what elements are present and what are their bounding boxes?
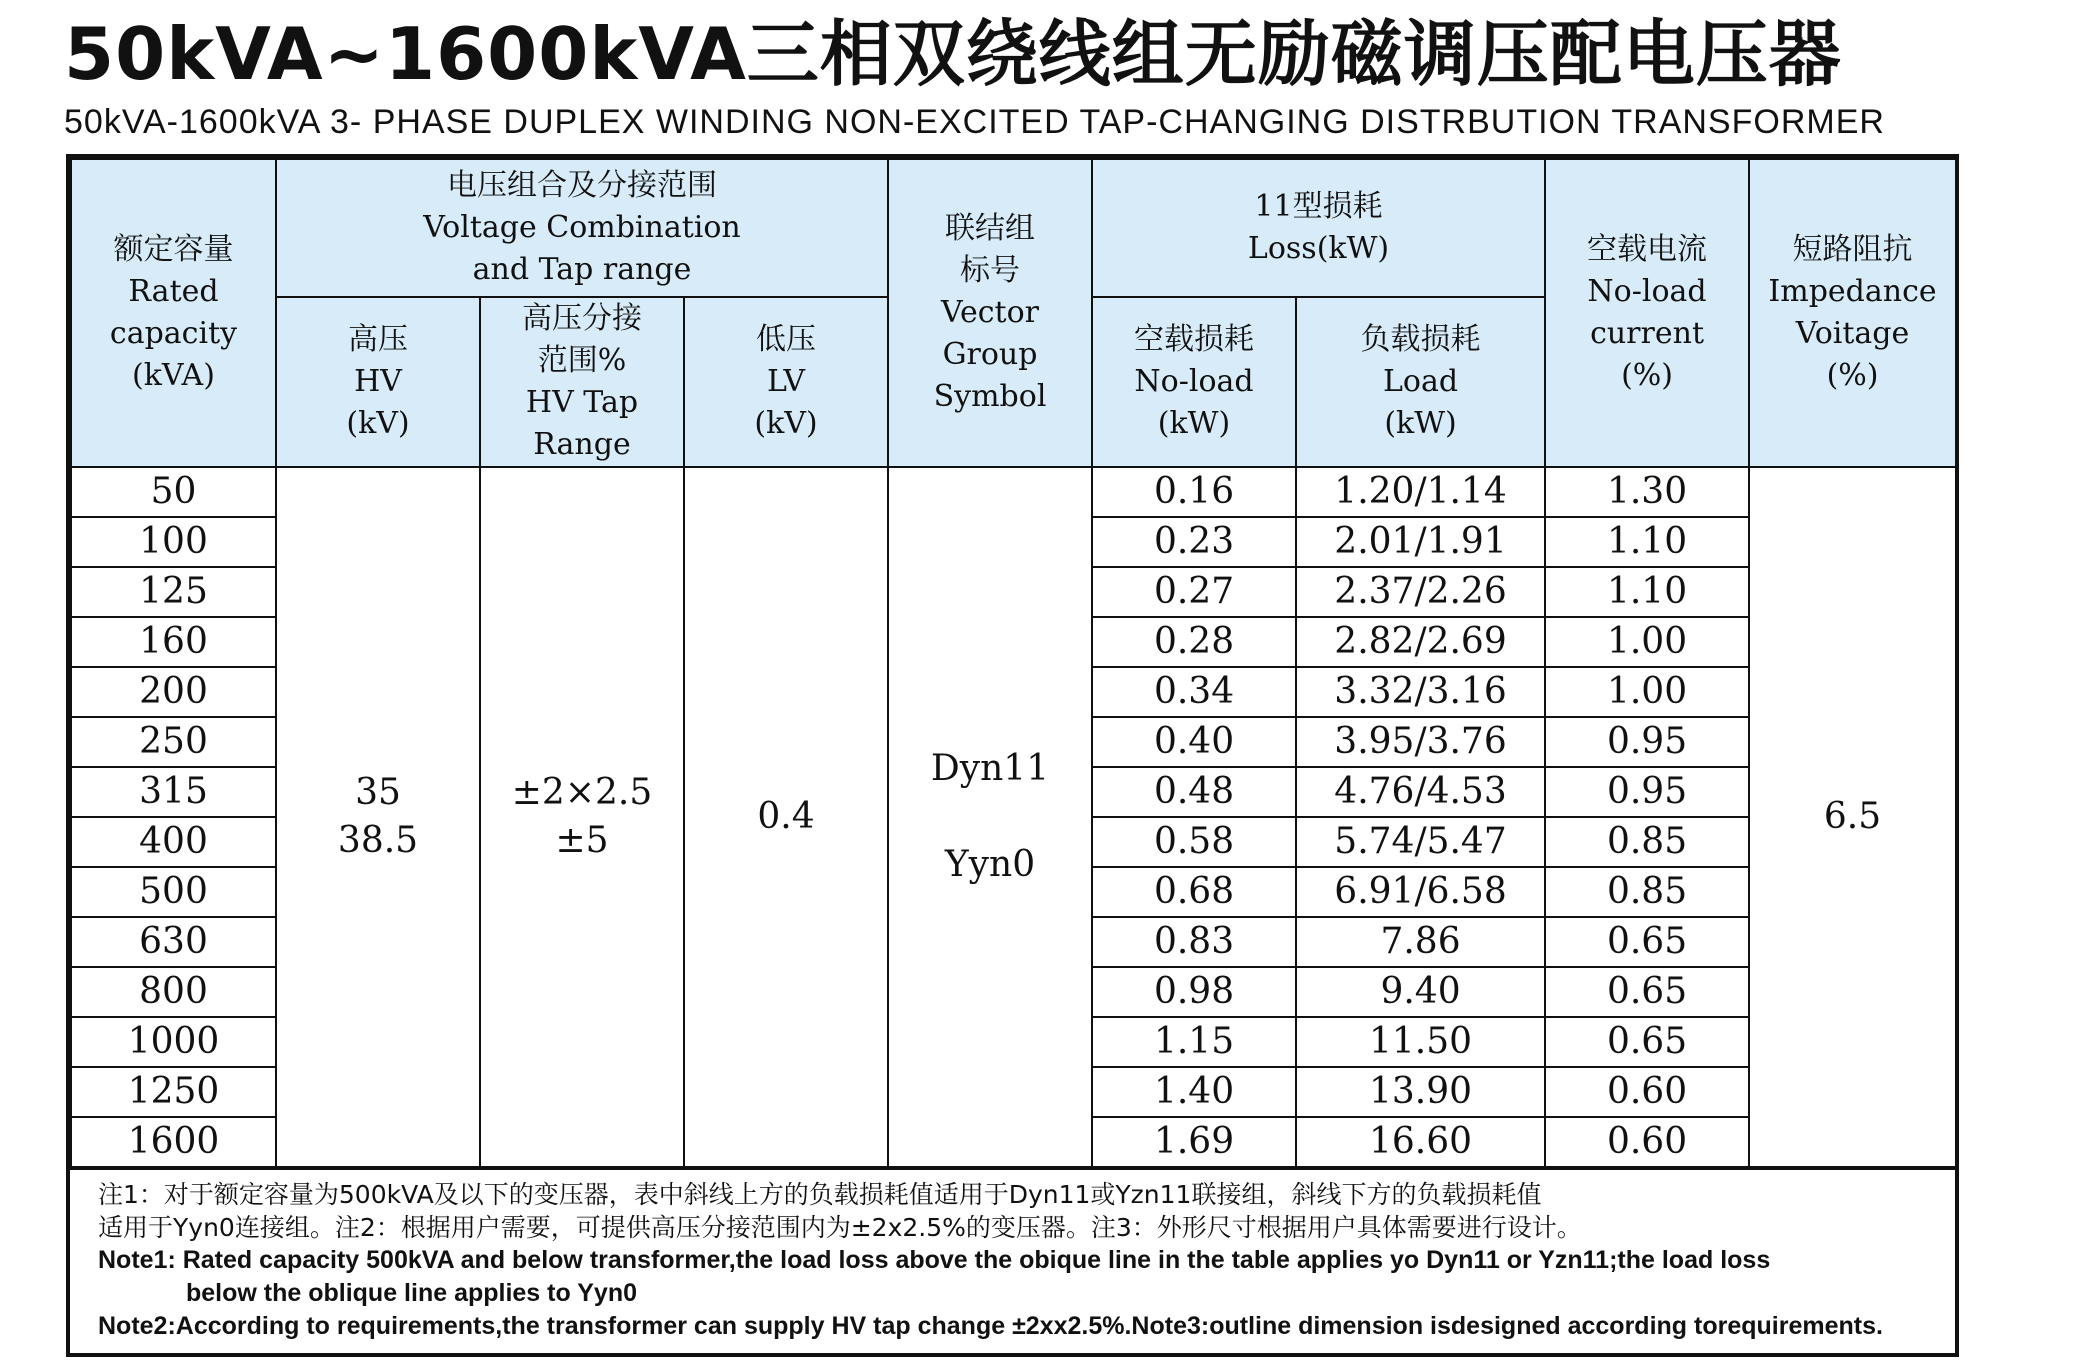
cell-capacity: 100 xyxy=(71,517,276,567)
cell-no-load-loss: 0.40 xyxy=(1092,717,1296,767)
cell-capacity: 1600 xyxy=(71,1117,276,1167)
cell-no-load-current: 0.95 xyxy=(1545,717,1749,767)
cell-capacity: 160 xyxy=(71,617,276,667)
cell-capacity: 1000 xyxy=(71,1017,276,1067)
header-hv-tap-range: 高压分接 范围% HV Tap Range xyxy=(480,297,684,467)
cell-no-load-loss: 0.23 xyxy=(1092,517,1296,567)
cell-vector-group xyxy=(888,467,1092,1167)
cell-no-load-current: 0.85 xyxy=(1545,817,1749,867)
cell-capacity: 500 xyxy=(71,867,276,917)
cell-load-loss: 2.01/1.91 xyxy=(1296,517,1545,567)
cell-hv-tap-line: ±5 xyxy=(555,820,609,861)
cell-load-loss: 2.37/2.26 xyxy=(1296,567,1545,617)
cell-capacity: 800 xyxy=(71,967,276,1017)
cell-load-loss: 11.50 xyxy=(1296,1017,1545,1067)
cell-load-loss: 9.40 xyxy=(1296,967,1545,1017)
cell-vector-group-line: Yyn0 xyxy=(944,844,1036,885)
header-voltage-combination: 电压组合及分接范围 Voltage Combination and Tap range xyxy=(276,159,888,297)
notes-section xyxy=(70,1168,1955,1353)
cell-no-load-current: 1.10 xyxy=(1545,517,1749,567)
cell-load-loss: 3.95/3.76 xyxy=(1296,717,1545,767)
cell-capacity: 125 xyxy=(71,567,276,617)
note-en-line-1: Note1: Rated capacity 500kVA and below transformer,the load loss above the obique line in the table applies yo Dyn11 or Yzn11;the load loss xyxy=(98,1246,1771,1274)
cell-hv-line: 35 xyxy=(355,772,401,813)
header-no-load-current: 空载电流 No-load current (%) xyxy=(1545,159,1749,467)
cell-no-load-loss: 1.15 xyxy=(1092,1017,1296,1067)
cell-load-loss: 16.60 xyxy=(1296,1117,1545,1167)
cell-capacity: 630 xyxy=(71,917,276,967)
cell-vector-group-line xyxy=(889,793,1091,841)
spec-table-body xyxy=(71,467,1956,1167)
spec-table-frame xyxy=(66,154,1959,1357)
cell-load-loss: 7.86 xyxy=(1296,917,1545,967)
cell-no-load-loss: 0.16 xyxy=(1092,467,1296,517)
cell-hv xyxy=(276,467,480,1167)
note-en-line-3: Note2:According to requirements,the transformer can supply HV tap change ±2xx2.5%.Note3:outline dimension isdesigned according torequirements. xyxy=(98,1312,1883,1340)
cell-capacity: 400 xyxy=(71,817,276,867)
header-no-load-loss: 空载损耗 No-load (kW) xyxy=(1092,297,1296,467)
cell-capacity: 1250 xyxy=(71,1067,276,1117)
page-title-cn: 50kVA~1600kVA三相双绕线组无励磁调压配电压器 xyxy=(64,12,1842,96)
cell-no-load-loss: 0.98 xyxy=(1092,967,1296,1017)
cell-capacity: 200 xyxy=(71,667,276,717)
cell-no-load-loss: 0.48 xyxy=(1092,767,1296,817)
cell-no-load-loss: 0.83 xyxy=(1092,917,1296,967)
cell-no-load-current: 0.95 xyxy=(1545,767,1749,817)
cell-load-loss: 1.20/1.14 xyxy=(1296,467,1545,517)
cell-load-loss: 3.32/3.16 xyxy=(1296,667,1545,717)
cell-load-loss: 13.90 xyxy=(1296,1067,1545,1117)
table-row xyxy=(71,467,1956,517)
cell-no-load-current: 0.85 xyxy=(1545,867,1749,917)
header-load-loss: 负载损耗 Load (kW) xyxy=(1296,297,1545,467)
note-cn-line-1: 注1：对于额定容量为500kVA及以下的变压器，表中斜线上方的负载损耗值适用于Dyn11或Yzn11联接组，斜线下方的负载损耗值 xyxy=(98,1180,1542,1209)
header-rated-capacity: 额定容量 Rated capacity (kVA) xyxy=(71,159,276,467)
header-lv: 低压 LV (kV) xyxy=(684,297,888,467)
header-impedance-voltage: 短路阻抗 Impedance Voitage (%) xyxy=(1749,159,1956,467)
cell-no-load-loss: 1.69 xyxy=(1092,1117,1296,1167)
cell-capacity: 250 xyxy=(71,717,276,767)
cell-vector-group-line: Dyn11 xyxy=(930,748,1050,789)
cell-hv-tap xyxy=(480,467,684,1167)
cell-hv-line: 38.5 xyxy=(337,820,419,861)
page-title-en: 50kVA-1600kVA 3- PHASE DUPLEX WINDING NON-EXCITED TAP-CHANGING DISTRBUTION TRANSFORMER xyxy=(64,103,1885,141)
cell-no-load-loss: 0.58 xyxy=(1092,817,1296,867)
cell-no-load-loss: 0.68 xyxy=(1092,867,1296,917)
cell-impedance: 6.5 xyxy=(1749,467,1956,1167)
cell-no-load-current: 1.30 xyxy=(1545,467,1749,517)
header-vector-group: 联结组 标号 Vector Group Symbol xyxy=(888,159,1092,467)
header-loss-group: 11型损耗 Loss(kW) xyxy=(1092,159,1545,297)
cell-no-load-current: 0.65 xyxy=(1545,917,1749,967)
header-hv: 高压 HV (kV) xyxy=(276,297,480,467)
cell-no-load-current: 0.65 xyxy=(1545,967,1749,1017)
cell-lv: 0.4 xyxy=(684,467,888,1167)
cell-hv-tap-line: ±2×2.5 xyxy=(511,772,653,813)
cell-load-loss: 4.76/4.53 xyxy=(1296,767,1545,817)
cell-load-loss: 5.74/5.47 xyxy=(1296,817,1545,867)
cell-no-load-current: 1.10 xyxy=(1545,567,1749,617)
cell-no-load-loss: 1.40 xyxy=(1092,1067,1296,1117)
cell-no-load-current: 0.60 xyxy=(1545,1067,1749,1117)
note-cn-line-2: 适用于Yyn0连接组。注2：根据用户需要，可提供高压分接范围内为±2x2.5%的变压器。注3：外形尺寸根据用户具体需要进行设计。 xyxy=(98,1213,1582,1242)
cell-no-load-current: 1.00 xyxy=(1545,667,1749,717)
cell-no-load-loss: 0.34 xyxy=(1092,667,1296,717)
note-en-line-2: below the oblique line applies to Yyn0 xyxy=(186,1279,638,1307)
cell-load-loss: 2.82/2.69 xyxy=(1296,617,1545,667)
cell-load-loss: 6.91/6.58 xyxy=(1296,867,1545,917)
cell-no-load-loss: 0.28 xyxy=(1092,617,1296,667)
cell-no-load-current: 0.65 xyxy=(1545,1017,1749,1067)
cell-capacity: 315 xyxy=(71,767,276,817)
cell-no-load-loss: 0.27 xyxy=(1092,567,1296,617)
cell-no-load-current: 1.00 xyxy=(1545,617,1749,667)
cell-no-load-current: 0.60 xyxy=(1545,1117,1749,1167)
spec-table xyxy=(70,158,1957,1168)
cell-capacity: 50 xyxy=(71,467,276,517)
